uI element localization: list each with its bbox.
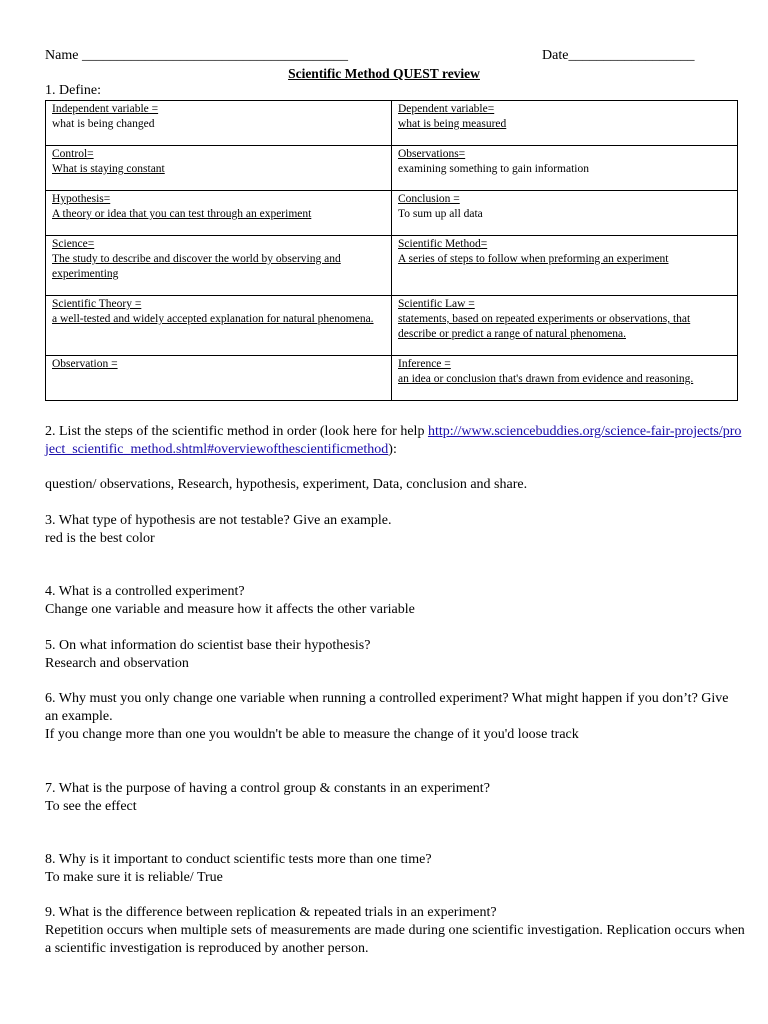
date-field[interactable] xyxy=(542,48,694,64)
definition-text: examining something to gain information xyxy=(398,163,589,175)
definition-cell xyxy=(46,191,392,236)
definition-term: Hypothesis= xyxy=(52,193,111,205)
definitions-row xyxy=(46,296,738,356)
definition-term: Observation = xyxy=(52,358,118,370)
definition-text: an idea or conclusion that's drawn from evidence and reasoning. xyxy=(398,373,694,385)
definition-text: To sum up all data xyxy=(398,208,483,220)
name-line: ______________________________________ xyxy=(81,48,348,63)
question-8-answer: To make sure it is reliable/ True xyxy=(45,870,223,885)
question-3-prompt: 3. What type of hypothesis are not testable? Give an example. xyxy=(45,513,392,528)
name-label: Name xyxy=(45,48,79,63)
definition-text: The study to describe and discover the world by observing and experimenting xyxy=(52,253,341,280)
definition-term: Conclusion = xyxy=(398,193,460,205)
page-title: Scientific Method QUEST review xyxy=(288,66,480,81)
definition-text: what is being changed xyxy=(52,118,155,130)
definition-term: Science= xyxy=(52,238,95,250)
definition-cell xyxy=(46,236,392,296)
question-7-prompt: 7. What is the purpose of having a control group & constants in an experiment? xyxy=(45,781,490,796)
question-9-prompt: 9. What is the difference between replication & repeated trials in an experiment? xyxy=(45,905,497,920)
definition-cell xyxy=(392,191,738,236)
question-2-suffix: ): xyxy=(388,442,397,457)
definitions-table xyxy=(45,100,738,401)
definition-text: What is staying constant xyxy=(52,163,165,175)
definition-cell xyxy=(392,356,738,401)
definition-cell xyxy=(392,236,738,296)
definition-term: Control= xyxy=(52,148,94,160)
definition-text: a well-tested and widely accepted explanation for natural phenomena. xyxy=(52,313,374,325)
definition-text: statements, based on repeated experiments or observations, that describe or predict a range of natural phenomena. xyxy=(398,313,691,340)
name-field[interactable] xyxy=(45,48,348,64)
definitions-row xyxy=(46,146,738,191)
question-4-prompt: 4. What is a controlled experiment? xyxy=(45,584,245,599)
definition-cell xyxy=(392,146,738,191)
question-6-prompt: 6. Why must you only change one variable when running a controlled experiment? What might happen if you don’t? Give an example. xyxy=(45,691,729,724)
definition-text: A series of steps to follow when preforming an experiment xyxy=(398,253,669,265)
definition-cell xyxy=(392,296,738,356)
question-5-answer: Research and observation xyxy=(45,656,189,671)
definition-term: Scientific Method= xyxy=(398,238,488,250)
question-7-answer: To see the effect xyxy=(45,799,137,814)
definitions-row xyxy=(46,356,738,401)
definition-term: Scientific Law = xyxy=(398,298,475,310)
definition-term: Observations= xyxy=(398,148,466,160)
question-2-prompt: 2. List the steps of the scientific method in order (look here for help xyxy=(45,424,428,439)
definition-text: A theory or idea that you can test through an experiment xyxy=(52,208,312,220)
definition-term: Inference = xyxy=(398,358,451,370)
definition-cell xyxy=(46,356,392,401)
definition-term: Dependent variable= xyxy=(398,103,495,115)
definitions-row xyxy=(46,101,738,146)
question-6-answer: If you change more than one you wouldn't be able to measure the change of it you'd loose track xyxy=(45,727,579,742)
define-label: 1. Define: xyxy=(45,83,101,98)
science-buddies-link[interactable]: http://www.sciencebuddies.org/science-fair-projects/project_scientific_method.shtml#overviewofthescientificmethod xyxy=(45,424,742,457)
question-2-answer: question/ observations, Research, hypothesis, experiment, Data, conclusion and share. xyxy=(45,477,528,492)
definitions-row xyxy=(46,191,738,236)
question-8-prompt: 8. Why is it important to conduct scientific tests more than one time? xyxy=(45,852,432,867)
question-3-answer: red is the best color xyxy=(45,531,155,546)
definition-cell xyxy=(46,296,392,356)
question-2 xyxy=(45,423,745,459)
question-9-answer: Repetition occurs when multiple sets of measurements are made during one scientific investigation. Replication occurs when a scientific investigation is reproduced by another person. xyxy=(45,923,745,956)
date-line: __________________ xyxy=(568,48,695,63)
definition-text: what is being measured xyxy=(398,118,507,130)
date-label: Date xyxy=(542,48,569,63)
definition-cell xyxy=(46,101,392,146)
question-4-answer: Change one variable and measure how it affects the other variable xyxy=(45,602,415,617)
definition-cell xyxy=(392,101,738,146)
definition-cell xyxy=(46,146,392,191)
definition-term: Independent variable = xyxy=(52,103,159,115)
question-5-prompt: 5. On what information do scientist base their hypothesis? xyxy=(45,638,371,653)
definitions-row xyxy=(46,236,738,296)
definition-term: Scientific Theory = xyxy=(52,298,142,310)
